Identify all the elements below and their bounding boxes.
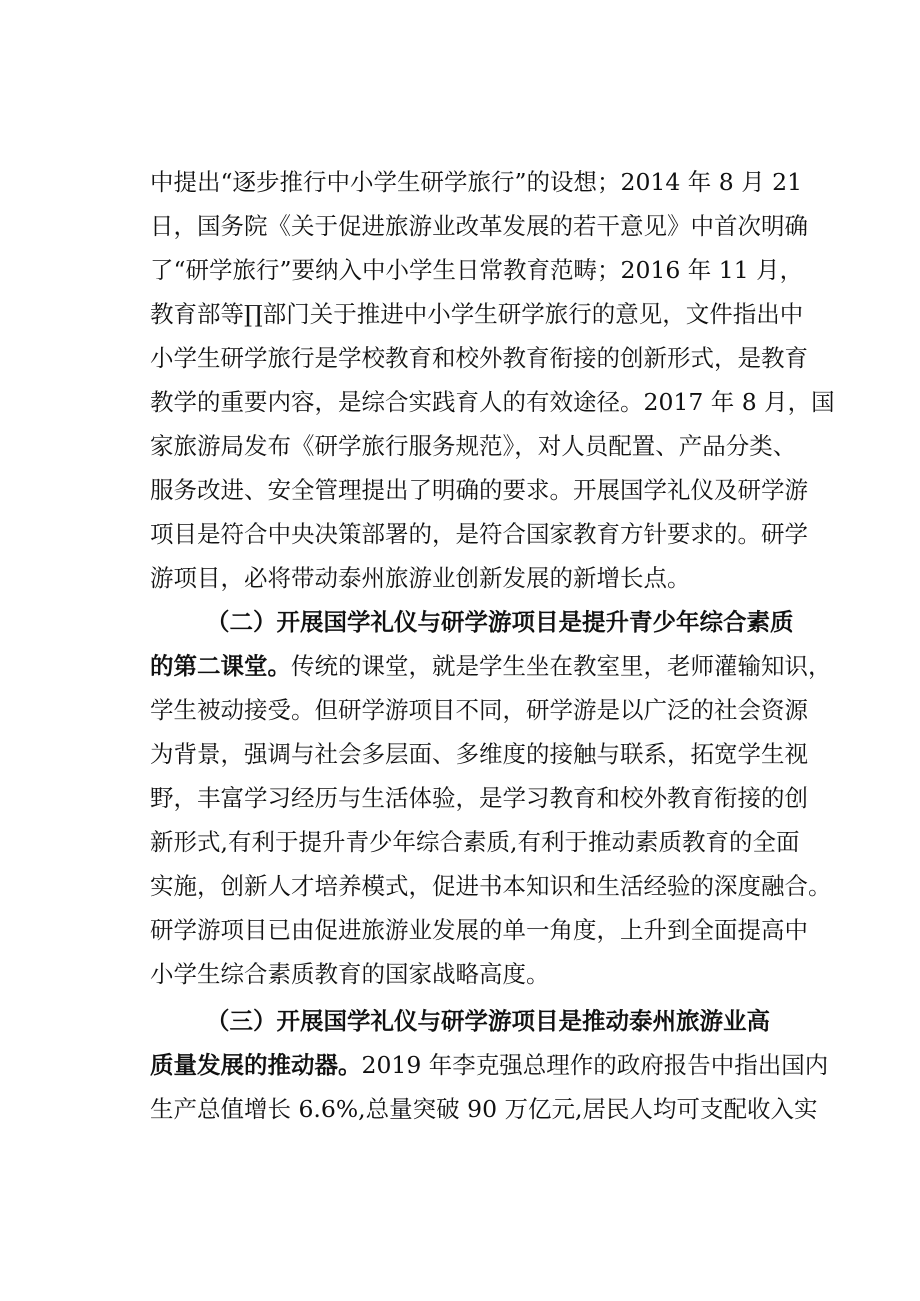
paragraph-line: 教育部等∏部门关于推进中小学生研学旅行的意见，文件指出中 (150, 300, 804, 328)
paragraph-line: 中提出“逐步推行中小学生研学旅行”的设想；2014 年 8 月 21 (150, 168, 803, 196)
paragraph-line: 实施，创新人才培养模式，促进书本知识和生活经验的深度融合。 (150, 872, 832, 900)
paragraph-line (150, 646, 832, 686)
paragraph-line: 了“研学旅行”要纳入中小学生日常教育范畴；2016 年 11 月， (150, 256, 804, 284)
paragraph-line: 小学生综合素质教育的国家战略高度。 (150, 960, 550, 988)
paragraph-text: 2019 年李克强总理作的政府报告中指出国内 (361, 1051, 829, 1079)
section-heading: （三）开展国学礼仪与研学游项目是推动泰州旅游业高 (206, 1007, 770, 1035)
paragraph-line: 日，国务院《关于促进旅游业改革发展的若干意见》中首次明确 (150, 212, 808, 240)
paragraph-line (150, 1045, 829, 1085)
paragraph-text: 传统的课堂，就是学生坐在教室里，老师灌输知识， (291, 652, 832, 680)
paragraph-line: 家旅游局发布《研学旅行服务规范》，对人员配置、产品分类、 (150, 432, 797, 460)
paragraph-line: 学生被动接受。但研学游项目不同，研学游是以广泛的社会资源 (150, 696, 808, 724)
paragraph-line: 游项目，必将带动泰州旅游业创新发展的新增长点。 (150, 564, 691, 592)
paragraph-line: 新形式,有利于提升青少年综合素质,有利于推动素质教育的全面 (150, 828, 800, 856)
paragraph-line: 生产总值增长 6.6%,总量突破 90 万亿元,居民人均可支配收入实 (150, 1095, 818, 1123)
section-heading-end: 质量发展的推动器。 (150, 1051, 362, 1079)
paragraph-line: 研学游项目已由促进旅游业发展的单一角度，上升到全面提高中 (150, 916, 808, 944)
paragraph-line: 为背景，强调与社会多层面、多维度的接触与联系，拓宽学生视 (150, 740, 808, 768)
paragraph-line: 项目是符合中央决策部署的，是符合国家教育方针要求的。研学 (150, 520, 808, 548)
paragraph-line: 教学的重要内容，是综合实践育人的有效途径。2017 年 8 月，国 (150, 388, 835, 416)
paragraph-line: 野，丰富学习经历与生活体验，是学习教育和校外教育衔接的创 (150, 784, 808, 812)
section-heading-end: 的第二课堂。 (150, 652, 291, 680)
section-heading: （二）开展国学礼仪与研学游项目是提升青少年综合素质 (206, 608, 794, 636)
paragraph-line: 小学生研学旅行是学校教育和校外教育衔接的创新形式，是教育 (150, 344, 808, 372)
paragraph-line: 服务改进、安全管理提出了明确的要求。开展国学礼仪及研学游 (150, 476, 808, 504)
